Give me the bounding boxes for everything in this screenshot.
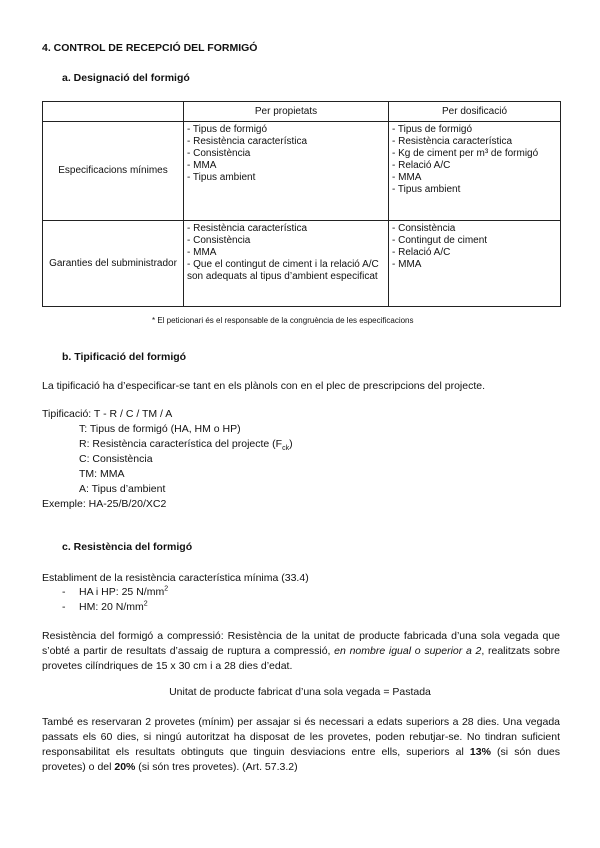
subsection-a-title: a. Designació del formigó (62, 72, 190, 84)
c-para2-bold-13: 13% (469, 746, 491, 758)
tipificacio-a: A: Tipus d’ambient (79, 483, 166, 495)
table-header-dosificacio: Per dosificació (389, 102, 561, 122)
list-item: - MMA (392, 259, 422, 270)
tipificacio-example: Exemple: HA-25/B/20/XC2 (42, 498, 167, 510)
tipificacio-r (79, 438, 293, 453)
table-row (43, 122, 561, 221)
c-list-item-2-text: HM: 20 N/mm (79, 601, 144, 613)
subsection-b-title: b. Tipificació del formigó (62, 351, 187, 363)
list-item: - Kg de ciment per m³ de formigó (392, 148, 539, 159)
list-item: - Resistència característica (392, 136, 513, 147)
c-list-item-1-text: HA i HP: 25 N/mm (79, 586, 165, 598)
table-header-empty (43, 102, 184, 122)
tipificacio-r-text: R: Resistència característica del projecte (F (79, 438, 283, 450)
list-item: - Que el contingut de ciment i la relació A/C son adequats al tipus d’ambient especificat (187, 259, 379, 282)
list-item: - Resistència característica (187, 136, 308, 147)
row-label-garanties: Garanties del subministrador (43, 221, 184, 307)
list-item: - Tipus de formigó (187, 124, 268, 135)
tipificacio-r-close: ) (289, 438, 293, 450)
c-para2-bold-20: 20% (114, 761, 136, 773)
list-item: - MMA (187, 160, 217, 171)
list-item: - Consistència (392, 223, 456, 234)
list-item: - Consistència (187, 148, 251, 159)
c-paragraph-2 (42, 715, 560, 775)
c-paragraph-1 (42, 629, 560, 674)
table-header-propietats: Per propietats (184, 102, 389, 122)
cell-garanties-dosificacio (389, 221, 561, 307)
tipificacio-line: Tipificació: T - R / C / TM / A (42, 408, 173, 420)
c-list-item-2 (79, 601, 148, 613)
c-para1-text-b: , realitzats sobre provetes cilíndriques de 15 x 30 cm i a 28 dies d’edat. (42, 645, 560, 672)
table-note: * El peticionari és el responsable de la congruència de les especificacions (152, 316, 414, 325)
c-list-bullet-2: - (62, 601, 66, 613)
cell-especificacions-propietats (184, 122, 389, 221)
tipificacio-t: T: Tipus de formigó (HA, HM o HP) (79, 423, 241, 435)
specification-table (42, 101, 561, 307)
c-list-item-1-sup: 2 (164, 585, 169, 593)
list-item: - Tipus de formigó (392, 124, 473, 135)
c-para2-text-c: (si són tres provetes). (Art. 57.3.2) (135, 761, 298, 773)
table-row (43, 221, 561, 307)
tipificacio-r-subscript: ck (282, 445, 290, 453)
list-item: - Tipus ambient (392, 184, 461, 195)
list-item: - Consistència (187, 235, 251, 246)
c-list-item-2-sup: 2 (143, 600, 148, 608)
c-list-item-1 (79, 586, 168, 598)
list-item: - Relació A/C (392, 160, 451, 171)
cell-especificacions-dosificacio (389, 122, 561, 221)
c-para1-text-a: Resistència del formigó a compressió: Resistència de la unitat de producte fabricada d’una sola vegada que s’obté a partir de resultats d’assaig de ruptura a compressió, (42, 630, 560, 657)
section-title: 4. CONTROL DE RECEPCIÓ DEL FORMIGÓ (42, 42, 258, 54)
list-item: - Resistència característica (187, 223, 308, 234)
list-item: - Contingut de ciment (392, 235, 488, 246)
tipificacio-tm: TM: MMA (79, 468, 125, 480)
subsection-c-title: c. Resistència del formigó (62, 541, 193, 553)
list-item: - MMA (187, 247, 217, 258)
c-list-bullet-1: - (62, 586, 66, 598)
list-item: - Relació A/C (392, 247, 451, 258)
b-intro: La tipificació ha d’especificar-se tant en els plànols con en el plec de prescripcions del projecte. (42, 380, 485, 392)
table-header-row (43, 102, 561, 122)
c-para2-text-m: (si són dues provetes) o del (42, 746, 561, 773)
c-para1-italic: en nombre igual o superior a 2 (334, 645, 482, 657)
c-para2-text-a: També es reservaran 2 provetes (mínim) per assajar si és necessari a edats superiors a 28 dies. Una vegada passats els 60 dies, si ningú autoritzat ha disposat de les provetes, poden rebutjar-se. No tindran suficient responsabilitat els resultats obtinguts que tinguin desviacions entre ells, superiors al (42, 716, 560, 758)
cell-garanties-propietats (184, 221, 389, 307)
c-establiment: Establiment de la resistència característica mínima (33.4) (42, 572, 309, 584)
c-centered-line: Unitat de producte fabricat d’una sola vegada = Pastada (169, 686, 431, 698)
list-item: - MMA (392, 172, 422, 183)
row-label-especificacions: Especificacions mínimes (43, 122, 184, 221)
list-item: - Tipus ambient (187, 172, 256, 183)
tipificacio-c: C: Consistència (79, 453, 153, 465)
